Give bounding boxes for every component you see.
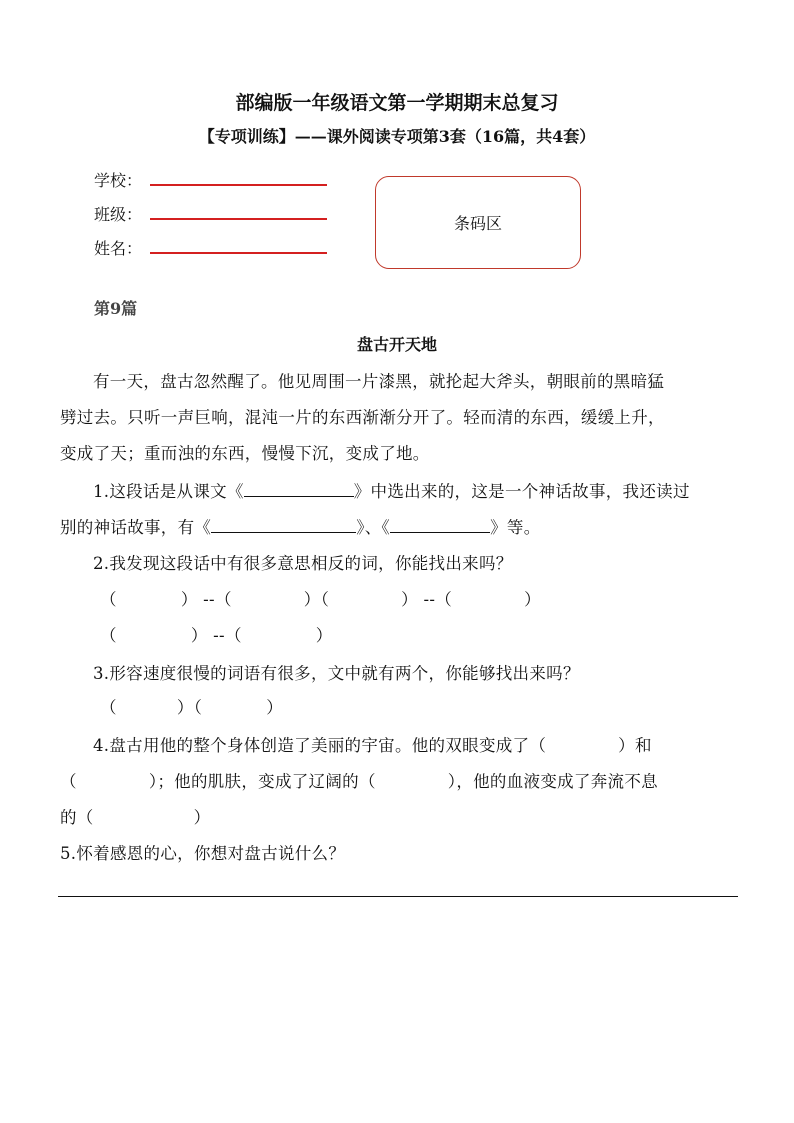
school-label: 学校：: [94, 171, 143, 190]
passage-title: 盘古开天地: [356, 335, 437, 354]
q1-text-e: 》等。: [490, 518, 541, 537]
page-subtitle: 【专项训练】——课外阅读专项第3套（16篇，共4套）: [198, 127, 596, 146]
question-4-line-2: （ ）；他的肌肤，变成了辽阔的（ ），他的血液变成了奔流不息: [60, 772, 658, 791]
passage-line: 劈过去。只听一声巨响，混沌一片的东西渐渐分开了。轻而清的东西，缓缓上升，: [60, 408, 665, 427]
name-label: 姓名：: [94, 239, 143, 258]
q1-text-d: 》、《: [356, 518, 391, 537]
question-1-line-2: [60, 514, 541, 538]
question-2: 2.我发现这段话中有很多意思相反的词，你能找出来吗？: [93, 554, 513, 573]
school-field[interactable]: [150, 184, 327, 186]
answer-line[interactable]: [58, 896, 738, 897]
question-4-line-1: 4.盘古用他的整个身体创造了美丽的宇宙。他的双眼变成了（ ）和: [93, 736, 652, 755]
question-3: 3.形容速度很慢的词语有很多，文中就有两个，你能够找出来吗？: [93, 664, 580, 683]
question-5: 5.怀着感恩的心，你想对盘古说什么？: [60, 844, 346, 863]
question-2-blanks-row-1: （ ） --（ ）（ ） --（ ）: [100, 590, 541, 609]
class-field[interactable]: [150, 218, 327, 220]
q1-blank-2[interactable]: [211, 517, 356, 533]
barcode-label: 条码区: [453, 214, 502, 233]
q1-text-b: 》中选出来的，这是一个神话故事，我还读过: [353, 482, 690, 501]
page-title: 部编版一年级语文第一学期期末总复习: [235, 92, 559, 114]
question-4-line-3: 的（ ）: [60, 808, 211, 827]
passage-line: 变成了天；重而浊的东西，慢慢下沉，变成了地。: [60, 444, 430, 463]
question-1-line-1: [93, 478, 690, 502]
question-3-blanks: （ ）（ ）: [100, 698, 283, 717]
q1-blank-3[interactable]: [390, 517, 490, 533]
name-field[interactable]: [150, 252, 327, 254]
q1-blank-1[interactable]: [244, 481, 354, 497]
q1-text-a: 1.这段话是从课文《: [93, 482, 244, 501]
class-label: 班级：: [94, 205, 143, 224]
barcode-area: [375, 176, 581, 269]
passage-line: 有一天，盘古忽然醒了。他见周围一片漆黑，就抡起大斧头，朝眼前的黑暗猛: [93, 372, 665, 391]
question-2-blanks-row-2: （ ） --（ ）: [100, 626, 333, 645]
q1-text-c: 别的神话故事，有《: [60, 518, 212, 537]
section-number: 第9篇: [94, 299, 138, 318]
